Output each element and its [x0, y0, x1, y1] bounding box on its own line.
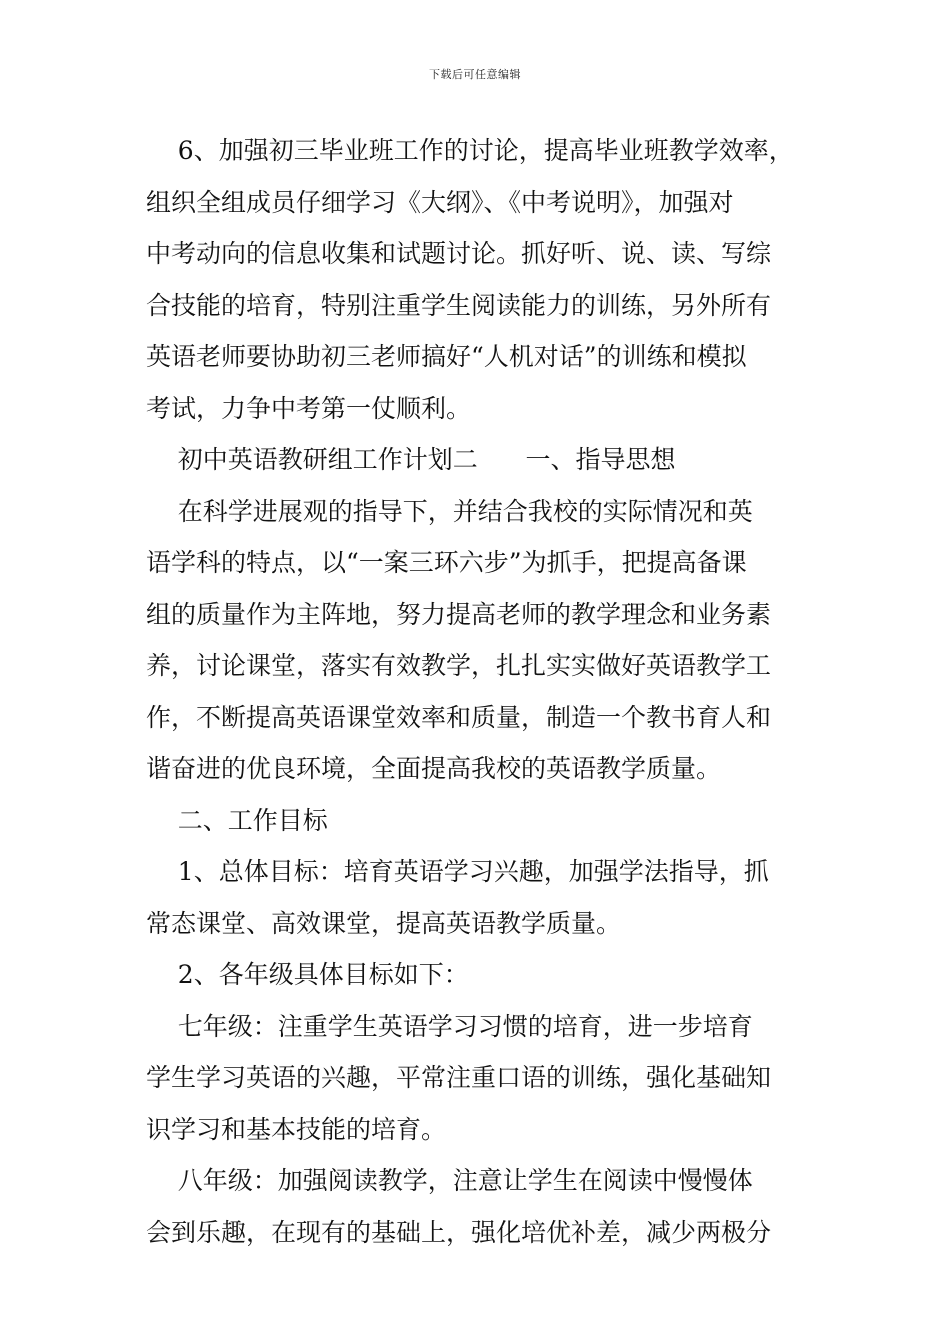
text-line: 二、工作目标: [146, 805, 328, 835]
text-line: 合技能的培育，特别注重学生阅读能力的训练，另外所有: [146, 290, 772, 320]
text-line: 常态课堂、高效课堂，提高英语教学质量。: [146, 908, 622, 938]
text-line: 谐奋进的优良环境，全面提高我校的英语教学质量。: [146, 754, 722, 783]
text-line: 考试，力争中考第一仗顺利。: [146, 393, 472, 423]
document-body: [146, 125, 814, 1258]
text-line: 养，讨论课堂，落实有效教学，扎扎实实做好英语教学工: [146, 651, 772, 680]
text-line: 识学习和基本技能的培育。: [146, 1114, 447, 1144]
text-line: 组织全组成员仔细学习《大纲》、《中考说明》，加强对: [146, 187, 734, 217]
text-line: 在科学进展观的指导下，并结合我校的实际情况和英: [146, 496, 753, 526]
text-line: 英语老师要协助初三老师搞好“人机对话”的训练和模拟: [146, 342, 747, 371]
text-line: 初中英语教研组工作计划二 一、指导思想: [146, 445, 676, 474]
text-line: 组的质量作为主阵地，努力提高老师的教学理念和业务素: [146, 599, 772, 629]
text-line: 八年级：加强阅读教学，注意让学生在阅读中慢慢体: [146, 1166, 753, 1195]
page-header: 下载后可任意编辑: [429, 68, 521, 81]
text-line: 会到乐趣，在现有的基础上，强化培优补差，减少两极分: [146, 1217, 772, 1247]
text-line: 1、总体目标：培育英语学习兴趣，加强学法指导，抓: [146, 857, 769, 886]
text-line: 6、加强初三毕业班工作的讨论，提高毕业班教学效率，: [146, 136, 794, 165]
text-line: 作，不断提高英语课堂效率和质量，制造一个教书育人和: [146, 702, 772, 732]
text-line: 语学科的特点，以“一案三环六步”为抓手，把提高备课: [146, 548, 747, 577]
text-line: 七年级：注重学生英语学习习惯的培育，进一步培育: [146, 1011, 753, 1041]
text-line: 中考动向的信息收集和试题讨论。抓好听、说、读、写综: [146, 239, 772, 268]
text-line: 2、各年级具体目标如下：: [146, 960, 469, 989]
text-line: 学生学习英语的兴趣，平常注重口语的训练，强化基础知: [146, 1063, 772, 1092]
